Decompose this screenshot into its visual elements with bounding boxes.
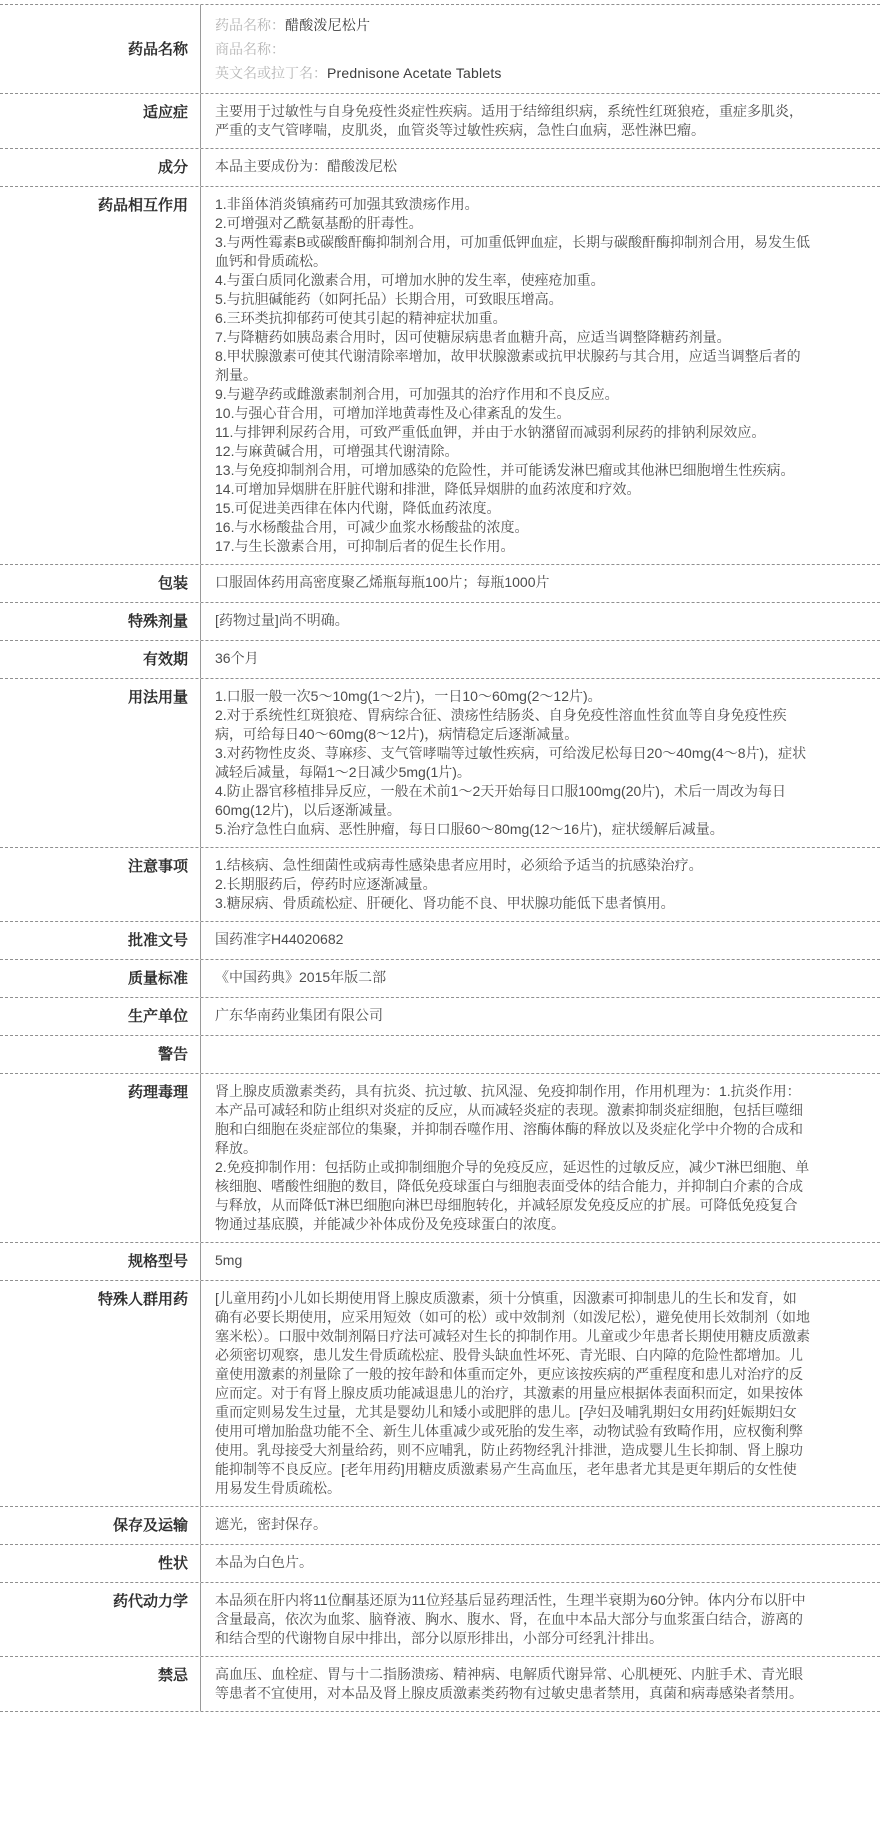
content-paragraph: 17.与生长激素合用，可抑制后者的促生长作用。 (215, 538, 515, 554)
table-row-packaging (0, 565, 880, 603)
row-content-cell (200, 922, 880, 959)
content-paragraph: 7.与降糖药如胰岛素合用时，因可使糖尿病患者血糖升高，应适当调整降糖药剂量。 (215, 329, 731, 345)
content-paragraph: 3.与两性霉素B或碳酸酐酶抑制剂合用，可加重低钾血症，长期与碳酸酐酶抑制剂合用，易发生低血钙和骨质疏松。 (215, 234, 811, 269)
row-content-cell (200, 94, 880, 148)
row-label: 质量标准 (127, 970, 188, 987)
row-label: 特殊剂量 (127, 613, 188, 630)
content-paragraph: 本品主要成份为：醋酸泼尼松 (215, 158, 397, 174)
content-paragraph: 本品须在肝内将11位酮基还原为11位羟基后显药理活性，生理半衰期为60分钟。体内分布以肝中含量最高，依次为血浆、脑脊液、胸水、腹水、肾，在血中本品大部分与血浆蛋白结合，游离的和结合型的代谢物自尿中排出，部分以原形排出，小部分可经乳汁排出。 (215, 1592, 806, 1646)
content-paragraph: 2.可增强对乙酰氨基酚的肝毒性。 (215, 215, 423, 231)
content-paragraph: 4.防止器官移植排异反应，一般在术前1～2天开始每日口服100mg(20片)，术后一周改为每日60mg(12片)，以后逐渐减量。 (215, 783, 786, 818)
row-label-cell (0, 960, 200, 997)
table-row-pharmacokinetics (0, 1583, 880, 1657)
table-row-quality-standard (0, 960, 880, 998)
content-paragraph: 14.可增加异烟肼在肝脏代谢和排泄，降低异烟肼的血药浓度和疗效。 (215, 481, 641, 497)
row-label-cell (0, 1583, 200, 1656)
row-label-cell (0, 603, 200, 640)
name-field-line (215, 13, 810, 37)
content-paragraph: 本品为白色片。 (215, 1554, 313, 1570)
content-paragraph: 36个月 (215, 650, 259, 666)
content-paragraph: 肾上腺皮质激素类药，具有抗炎、抗过敏、抗风湿、免疫抑制作用，作用机理为：1.抗炎作用：本产品可减轻和防止组织对炎症的反应，从而减轻炎症的表现。激素抑制炎症细胞，包括巨噬细胞和白细胞在炎症部位的集聚，并抑制吞噬作用、溶酶体酶的释放以及炎症化学中介物的合成和释放。 (215, 1083, 803, 1156)
table-row-warning (0, 1036, 880, 1074)
content-paragraph: 2.免疫抑制作用：包括防止或抑制细胞介导的免疫反应，延迟性的过敏反应，减少T淋巴细胞、单核细胞、嗜酸性细胞的数目，降低免疫球蛋白与细胞表面受体的结合能力，并抑制白介素的合成与释放，从而降低T淋巴细胞向淋巴母细胞转化，并减轻原发免疫反应的扩展。可降低免疫复合物通过基底膜，并能减少补体成份及免疫球蛋白的浓度。 (215, 1159, 810, 1232)
table-row-specification (0, 1243, 880, 1281)
table-row-approval-number (0, 922, 880, 960)
content-paragraph: 口服固体药用高密度聚乙烯瓶每瓶100片；每瓶1000片 (215, 574, 550, 590)
drug-info-table (0, 4, 880, 1712)
row-label-cell (0, 641, 200, 678)
row-label: 保存及运输 (112, 1517, 188, 1534)
content-paragraph: 1.口服一般一次5～10mg(1～2片)，一日10～60mg(2～12片)。 (215, 688, 602, 704)
table-row-contraindications (0, 1657, 880, 1712)
row-label: 有效期 (142, 651, 188, 668)
name-field-value: Prednisone Acetate Tablets (327, 65, 502, 81)
content-paragraph: [药物过量]尚不明确。 (215, 612, 349, 628)
content-paragraph: 15.可促进美西律在体内代谢，降低血药浓度。 (215, 500, 501, 516)
row-label-cell (0, 149, 200, 186)
content-paragraph: 国药准字H44020682 (215, 931, 344, 947)
content-paragraph: 16.与水杨酸盐合用，可减少血浆水杨酸盐的浓度。 (215, 519, 529, 535)
row-label: 药代动力学 (112, 1593, 188, 1610)
row-label-cell (0, 94, 200, 148)
row-content-cell (200, 960, 880, 997)
row-content-cell (200, 603, 880, 640)
content-paragraph: 3.对药物性皮炎、荨麻疹、支气管哮喘等过敏性疾病，可给泼尼松每日20～40mg(4～8片)，症状减轻后减量，每隔1～2日减少5mg(1片)。 (215, 745, 807, 780)
row-content-cell (200, 1281, 880, 1506)
row-label-cell (0, 1507, 200, 1544)
row-label: 用法用量 (127, 689, 188, 706)
row-label-cell (0, 5, 200, 93)
row-label-cell (0, 998, 200, 1035)
row-label-cell (0, 1545, 200, 1582)
content-paragraph: 2.长期服药后，停药时应逐渐减量。 (215, 876, 437, 892)
row-label: 成分 (157, 159, 188, 176)
table-row-drug-name (0, 5, 880, 94)
name-field-line (215, 61, 810, 85)
content-paragraph: 3.糖尿病、骨质疏松症、肝硬化、肾功能不良、甲状腺功能低下患者慎用。 (215, 895, 675, 911)
table-row-precautions (0, 848, 880, 922)
table-row-manufacturer (0, 998, 880, 1036)
content-paragraph: 6.三环类抗抑郁药可使其引起的精神症状加重。 (215, 310, 507, 326)
content-paragraph: 广东华南药业集团有限公司 (215, 1007, 383, 1023)
table-row-ingredients (0, 149, 880, 187)
table-row-indications (0, 94, 880, 149)
table-row-shelf-life (0, 641, 880, 679)
row-content-cell (200, 641, 880, 678)
row-label-cell (0, 848, 200, 921)
row-content-cell (200, 1074, 880, 1242)
name-field-key: 英文名或拉丁名： (215, 65, 327, 81)
row-content-cell (200, 1036, 880, 1073)
content-paragraph: 1.结核病、急性细菌性或病毒性感染患者应用时，必须给予适当的抗感染治疗。 (215, 857, 703, 873)
content-paragraph: 主要用于过敏性与自身免疫性炎症性疾病。适用于结缔组织病，系统性红斑狼疮，重症多肌炎，严重的支气管哮喘，皮肌炎，血管炎等过敏性疾病，急性白血病，恶性淋巴瘤。 (215, 103, 803, 138)
row-label: 包装 (157, 575, 188, 592)
content-paragraph: 《中国药典》2015年版二部 (215, 969, 387, 985)
content-paragraph: 8.甲状腺激素可使其代谢清除率增加，故甲状腺激素或抗甲状腺药与其合用，应适当调整后者的剂量。 (215, 348, 801, 383)
content-paragraph: 10.与强心苷合用，可增加洋地黄毒性及心律紊乱的发生。 (215, 405, 571, 421)
row-label-cell (0, 1281, 200, 1506)
name-field-value: 醋酸泼尼松片 (285, 17, 371, 33)
row-label: 警告 (157, 1046, 188, 1063)
table-row-pharmacology-toxicology (0, 1074, 880, 1243)
row-label: 性状 (157, 1555, 188, 1572)
row-content-cell (200, 187, 880, 564)
table-row-special-populations (0, 1281, 880, 1507)
row-label: 禁忌 (157, 1667, 188, 1684)
row-content-cell (200, 565, 880, 602)
name-field-key: 商品名称： (215, 41, 285, 57)
row-content-cell (200, 1657, 880, 1711)
row-label: 注意事项 (127, 858, 188, 875)
row-content-cell (200, 1545, 880, 1582)
content-paragraph: 12.与麻黄碱合用，可增强其代谢清除。 (215, 443, 459, 459)
name-field-key: 药品名称： (215, 17, 285, 33)
row-label: 规格型号 (127, 1253, 188, 1270)
content-paragraph: 2.对于系统性红斑狼疮、胃病综合征、溃疡性结肠炎、自身免疫性溶血性贫血等自身免疫性疾病，可给每日40～60mg(8～12片)，病情稳定后逐渐减量。 (215, 707, 787, 742)
content-paragraph: 5.与抗胆碱能药（如阿托品）长期合用，可致眼压增高。 (215, 291, 563, 307)
row-label-cell (0, 1243, 200, 1280)
row-label-cell (0, 1036, 200, 1073)
row-content-cell (200, 1583, 880, 1656)
row-label: 药品相互作用 (97, 197, 188, 214)
content-paragraph: 13.与免疫抑制剂合用，可增加感染的危险性，并可能诱发淋巴瘤或其他淋巴细胞增生性疾病。 (215, 462, 795, 478)
row-label: 药理毒理 (127, 1084, 188, 1101)
row-content-cell (200, 848, 880, 921)
row-label: 批准文号 (127, 932, 188, 949)
row-label: 生产单位 (127, 1008, 188, 1025)
row-label-cell (0, 922, 200, 959)
content-paragraph: 11.与排钾利尿药合用，可致严重低血钾，并由于水钠潴留而减弱利尿药的排钠利尿效应。 (215, 424, 766, 440)
content-paragraph: 9.与避孕药或雌激素制剂合用，可加强其的治疗作用和不良反应。 (215, 386, 619, 402)
row-label-cell (0, 187, 200, 564)
content-paragraph: 高血压、血栓症、胃与十二指肠溃疡、精神病、电解质代谢异常、心肌梗死、内脏手术、青光眼等患者不宜使用，对本品及肾上腺皮质激素类药物有过敏史患者禁用，真菌和病毒感染者禁用。 (215, 1666, 803, 1701)
row-label: 特殊人群用药 (97, 1291, 188, 1308)
content-paragraph: 5mg (215, 1252, 243, 1268)
content-paragraph: 遮光，密封保存。 (215, 1516, 327, 1532)
row-label-cell (0, 1074, 200, 1242)
row-content-cell (200, 679, 880, 847)
content-paragraph: 1.非甾体消炎镇痛药可加强其致溃疡作用。 (215, 196, 479, 212)
row-content-cell (200, 1243, 880, 1280)
row-content-cell (200, 149, 880, 186)
row-label: 适应症 (142, 104, 188, 121)
table-row-special-dosage (0, 603, 880, 641)
row-label-cell (0, 679, 200, 847)
name-field-line (215, 37, 810, 61)
row-content-cell (200, 5, 880, 93)
row-label-cell (0, 565, 200, 602)
content-paragraph: 4.与蛋白质同化激素合用，可增加水肿的发生率，使痤疮加重。 (215, 272, 605, 288)
row-label: 药品名称 (127, 40, 188, 58)
row-content-cell (200, 998, 880, 1035)
table-row-dosage-administration (0, 679, 880, 848)
table-row-storage-transport (0, 1507, 880, 1545)
row-label-cell (0, 1657, 200, 1711)
content-paragraph: [儿童用药]小儿如长期使用肾上腺皮质激素，须十分慎重，因激素可抑制患儿的生长和发育，如确有必要长期使用，应采用短效（如可的松）或中效制剂（如泼尼松），避免使用长效制剂（如地塞米松）。口服中效制剂隔日疗法可减轻对生长的抑制作用。儿童或少年患者长期使用糖皮质激素必须密切观察，患儿发生骨质疏松症、股骨头缺血性坏死、青光眼、白内障的危险性都增加。儿童使用激素的剂量除了一般的按年龄和体重而定外，更应该按疾病的严重程度和患儿对治疗的反应而定。对于有肾上腺皮质功能减退患儿的治疗，其激素的用量应根据体表面积而定，如果按体重而定则易发生过量，尤其是婴幼儿和矮小或肥胖的患儿。[孕妇及哺乳期妇女用药]妊娠期妇女使用可增加胎盘功能不全、新生儿体重减少或死胎的发生率，动物试验有致畸作用，应权衡利弊使用。乳母接受大剂量给药，则不应哺乳，防止药物经乳汁排泄，造成婴儿生长抑制、肾上腺功能抑制等不良反应。[老年用药]用糖皮质激素易产生高血压，老年患者尤其是更年期后的女性使用易发生骨质疏松。 (215, 1290, 810, 1496)
content-paragraph: 5.治疗急性白血病、恶性肿瘤，每日口服60～80mg(12～16片)，症状缓解后减量。 (215, 821, 724, 837)
row-content-cell (200, 1507, 880, 1544)
table-row-appearance (0, 1545, 880, 1583)
table-row-drug-interactions (0, 187, 880, 565)
